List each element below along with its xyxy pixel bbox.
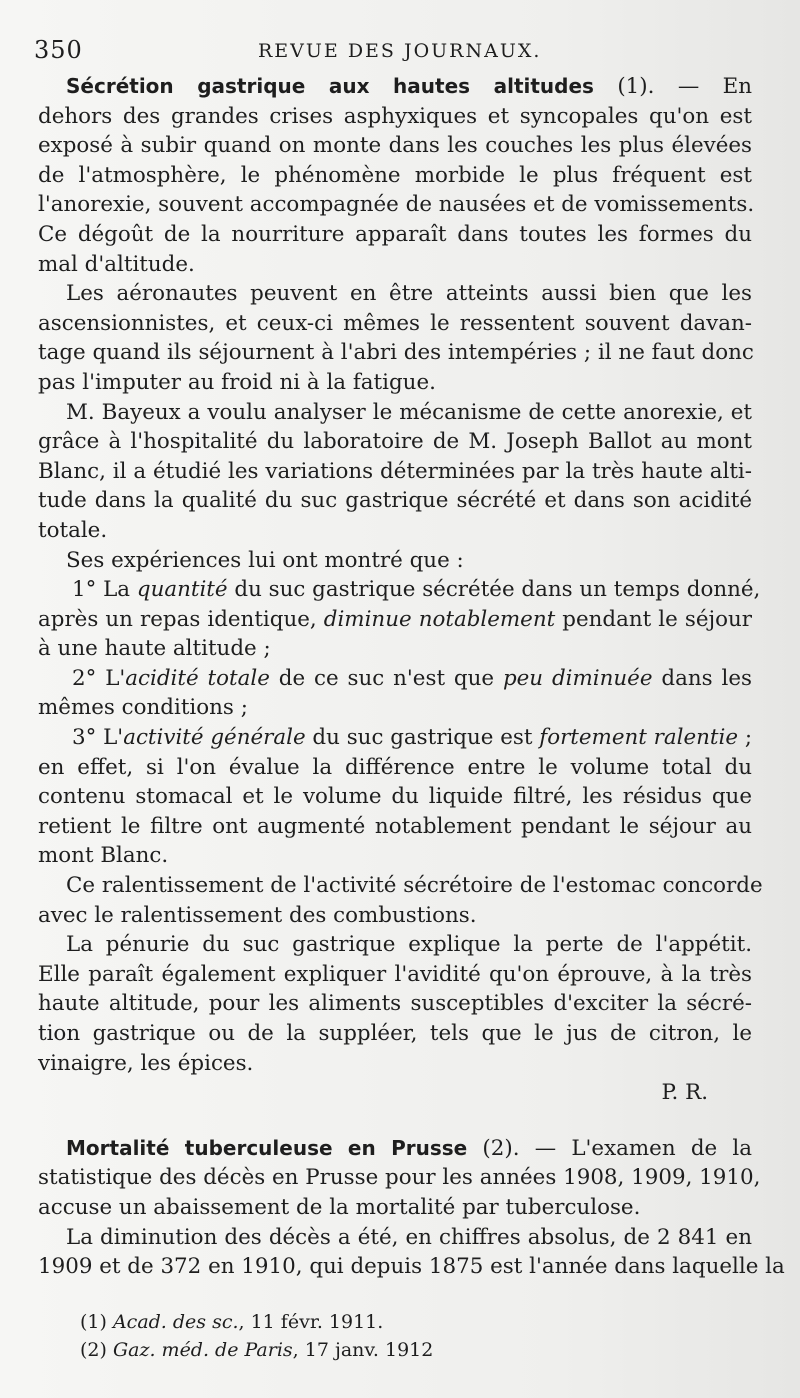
text-line: dehors des grandes crises asphyxiques et syncopales qu'on est — [38, 103, 752, 129]
article1-note-ref: (1). — En — [593, 74, 752, 99]
footnote-2-number: (2) — [80, 1339, 113, 1361]
text-line: Ses expériences lui ont montré que : — [66, 547, 464, 573]
list-item-3-emphasis: activité générale — [123, 725, 306, 751]
list-item-2-emphasis: acidité totale — [125, 665, 270, 691]
text-line: tude dans la qualité du suc gastrique sécrété et dans son acidité — [38, 488, 752, 514]
article-body — [38, 72, 785, 1282]
text-line: haute altitude, pour les aliments susceptibles d'exciter la sécré- — [38, 991, 752, 1017]
footnotes — [80, 1308, 720, 1364]
text-line: mont Blanc. — [38, 843, 169, 869]
article1-title: Sécrétion gastrique aux hautes altitudes — [66, 74, 594, 98]
page-number: 350 — [34, 36, 83, 64]
list-item-2-pre: 2° L' — [72, 665, 126, 691]
text-line: grâce à l'hospitalité du laboratoire de M. Joseph Ballot au mont — [38, 429, 752, 455]
list-item-1-emphasis-2: diminue notablement — [323, 606, 556, 632]
text-line: vinaigre, les épices. — [38, 1050, 254, 1076]
text-line: exposé à subir quand on monte dans les couches les plus élevées — [38, 133, 752, 159]
list-item-3-pre: 3° L' — [72, 725, 124, 751]
list-item-1-line2-post: pendant le séjour — [555, 606, 753, 632]
footnote-2 — [80, 1336, 720, 1364]
text-line: M. Bayeux a voulu analyser le mécanisme de cette anorexie, et — [66, 399, 752, 425]
text-line: Elle paraît également expliquer l'avidité qu'on éprouve, à la très — [38, 961, 752, 987]
list-item-1-pre: 1° La — [72, 577, 137, 603]
list-item-2-mid: de ce suc n'est que — [269, 665, 503, 691]
article2-title: Mortalité tuberculeuse en Prusse — [66, 1135, 468, 1160]
text-line: de l'atmosphère, le phénomène morbide le plus fréquent est — [38, 162, 752, 188]
text-line: Ce dégoût de la nourriture apparaît dans toutes les formes du — [38, 221, 752, 247]
text-line: pas l'imputer au froid ni à la fatigue. — [38, 369, 436, 395]
footnote-1-date: , 11 févr. 1911. — [238, 1311, 384, 1333]
list-item-2 — [38, 664, 752, 694]
list-item-2-post: dans les — [652, 665, 752, 691]
list-item-1-line3: à une haute altitude ; — [38, 636, 271, 662]
article1-title-line — [38, 72, 752, 102]
text-line: Blanc, il a étudié les variations déterminées par la très haute alti- — [38, 458, 752, 484]
article2-title-line — [38, 1134, 752, 1164]
text-line: tion gastrique ou de la suppléer, tels que le jus de citron, le — [38, 1021, 752, 1046]
list-item-1-line2 — [38, 605, 752, 635]
section-gap — [38, 1108, 752, 1134]
list-item-3-post: ; — [738, 725, 753, 751]
list-item-3-emphasis-2: fortement ralentie — [539, 725, 739, 751]
text-line: La diminution des décès a été, en chiffres absolus, de 2 841 en — [66, 1224, 752, 1250]
text-line: La pénurie du suc gastrique explique la perte de l'appétit. — [66, 932, 752, 958]
footnote-2-date: , 17 janv. 1912 — [292, 1339, 434, 1361]
footnote-1-source: Acad. des sc. — [112, 1311, 239, 1333]
text-line: l'anorexie, souvent accompagnée de nausées et de vomissements. — [38, 192, 755, 218]
text-line: Ce ralentissement de l'activité sécrétoire de l'estomac concorde — [66, 873, 763, 899]
text-line: totale. — [38, 517, 108, 543]
footnote-2-source: Gaz. méd. de Paris — [112, 1339, 293, 1361]
text-line: statistique des décès en Prusse pour les années 1908, 1909, 1910, — [38, 1165, 761, 1191]
text-line: tage quand ils séjournent à l'abri des intempéries ; il ne faut donc — [38, 340, 754, 366]
text-line: avec le ralentissement des combustions. — [38, 902, 477, 928]
list-item-1 — [38, 575, 761, 605]
list-item-2-emphasis-2: peu diminuée — [502, 665, 653, 691]
article2-note-ref: (2). — L'examen de la — [467, 1135, 752, 1161]
list-item-3-mid: du suc gastrique est — [305, 725, 540, 751]
text-line: accuse un abaissement de la mortalité par tuberculose. — [38, 1194, 641, 1220]
text-line: 1909 et de 372 en 1910, qui depuis 1875 est l'année dans laquelle la — [38, 1254, 785, 1280]
running-head: REVUE DES JOURNAUX. — [258, 40, 542, 62]
text-line: Les aéronautes peuvent en être atteints aussi bien que les — [66, 281, 752, 307]
text-line: en effet, si l'on évalue la différence entre le volume total du — [38, 754, 752, 780]
signature: P. R. — [661, 1080, 708, 1106]
page-header — [0, 26, 800, 66]
list-item-1-emphasis: quantité — [136, 577, 228, 603]
footnote-1-number: (1) — [80, 1311, 113, 1333]
list-item-1-mid: du suc gastrique sécrétée dans un temps donné, — [227, 577, 761, 603]
text-line: retient le filtre ont augmenté notablement pendant le séjour au — [38, 813, 752, 839]
text-line: contenu stomacal et le volume du liquide filtré, les résidus que — [38, 784, 752, 810]
footnote-1 — [80, 1308, 720, 1336]
text-line: mal d'altitude. — [38, 251, 195, 277]
list-item-1-line2-pre: après un repas identique, — [38, 606, 324, 632]
text-line: ascensionnistes, et ceux-ci mêmes le ressentent souvent davan- — [38, 310, 752, 336]
list-item-3 — [38, 723, 752, 753]
list-item-2-line2: mêmes conditions ; — [38, 695, 248, 721]
